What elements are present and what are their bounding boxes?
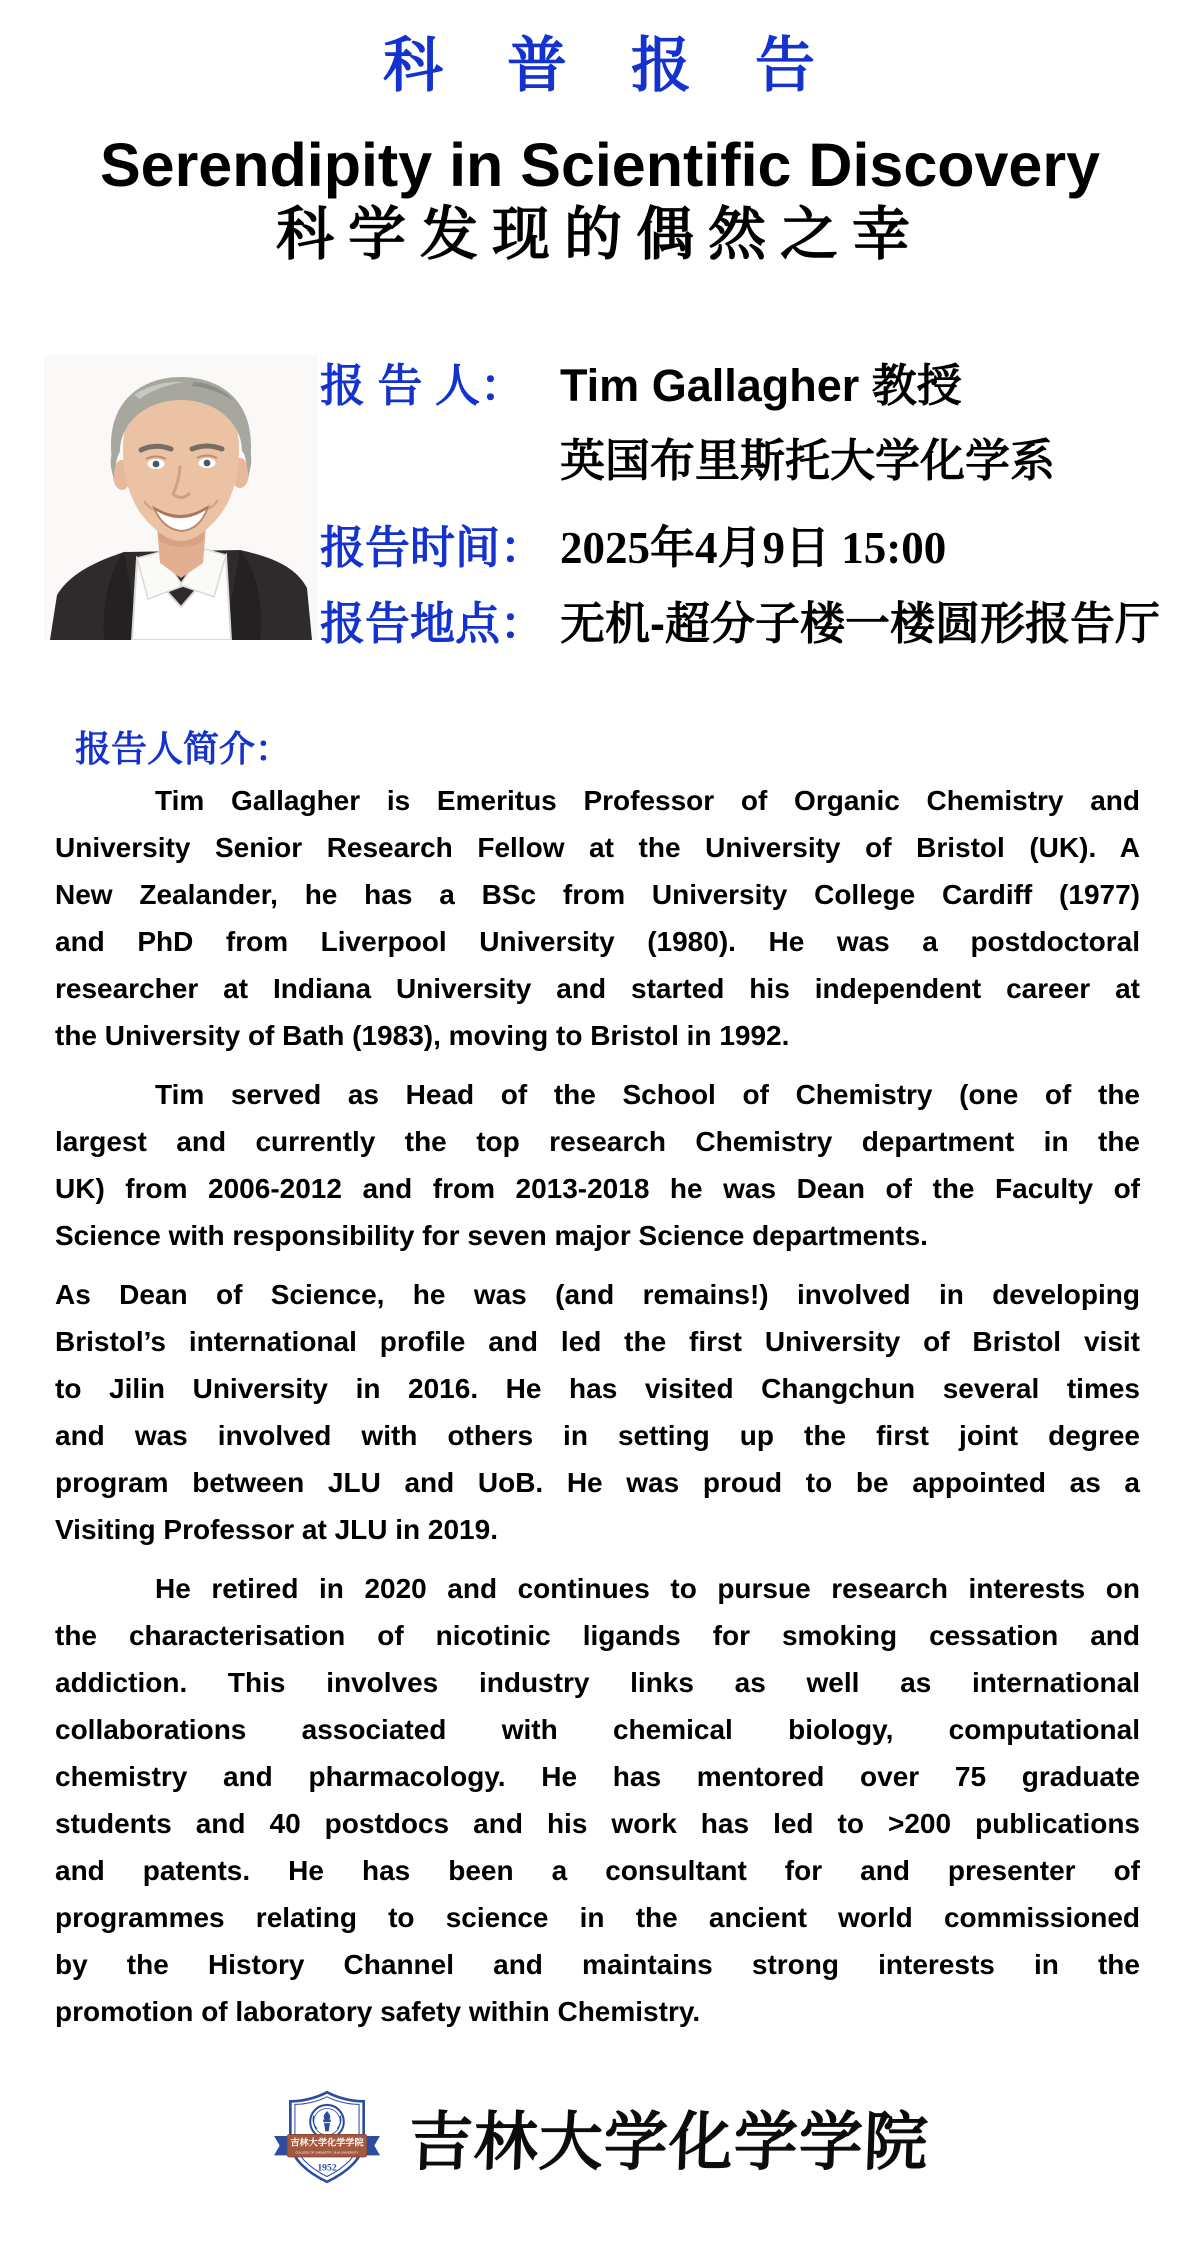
bio-text-line: and PhD from Liverpool University (1980). He was a postdoctoral — [55, 926, 1140, 957]
bio-text-line: to Jilin University in 2016. He has visited Changchun several times — [55, 1373, 1140, 1404]
bio-text-line: and patents. He has been a consultant for and presenter of — [55, 1855, 1140, 1886]
bio-text-line: programmes relating to science in the ancient world commissioned — [55, 1902, 1140, 1933]
bio-text-line: University Senior Research Fellow at the University of Bristol (UK). A — [55, 832, 1140, 863]
speaker-label: 报 告 人： — [320, 360, 526, 411]
lecture-title-english: Serendipity in Scientific Discovery — [99, 131, 1101, 199]
bio-text-line: Tim Gallagher is Emeritus Professor of Organic Chemistry and — [155, 785, 1140, 816]
bio-text-line: promotion of laboratory safety within Chemistry. — [55, 1996, 701, 2027]
bio-paragraph — [55, 777, 1140, 1059]
lecture-title-chinese: 科学发现的偶然之幸 — [275, 202, 924, 267]
bio-text-line: New Zealander, he has a BSc from University College Cardiff (1977) — [55, 879, 1140, 910]
bio-text-line: Bristol’s international profile and led the first University of Bristol visit — [55, 1326, 1140, 1357]
bio-paragraph — [55, 1071, 1140, 1259]
bio-paragraph — [55, 1271, 1140, 1553]
bio-text-line: Tim served as Head of the School of Chemistry (one of the — [155, 1079, 1140, 1110]
bio-text-line: Visiting Professor at JLU in 2019. — [55, 1514, 498, 1545]
bio-text-line: He retired in 2020 and continues to pursue research interests on — [155, 1573, 1140, 1604]
time-label: 报告时间： — [320, 522, 546, 573]
bio-text-line: researcher at Indiana University and started his independent career at — [55, 973, 1140, 1004]
bio-text-line: the University of Bath (1983), moving to Bristol in 1992. — [55, 1020, 790, 1051]
bio-text-line: As Dean of Science, he was (and remains!) involved in developing — [55, 1279, 1140, 1310]
bio-text-line: by the History Channel and maintains strong interests in the — [55, 1949, 1140, 1980]
bio-text-line: students and 40 postdocs and his work has led to >200 publications — [55, 1808, 1140, 1839]
footer-logo-block — [0, 2082, 1200, 2192]
bio-text-line: chemistry and pharmacology. He has mentored over 75 graduate — [55, 1761, 1140, 1792]
bio-text-line: Science with responsibility for seven major Science departments. — [55, 1220, 928, 1251]
bio-text-line: collaborations associated with chemical biology, computational — [55, 1714, 1140, 1745]
speaker-row-name — [320, 357, 1160, 415]
bio-paragraph — [55, 1565, 1140, 2035]
speaker-row-affiliation — [320, 432, 1160, 490]
lecture-time-value: 2025年4月9日 15:00 — [560, 523, 947, 573]
emblem-year: 1952 — [317, 2162, 337, 2174]
speaker-row-time — [320, 519, 1160, 577]
bio-text-line: UK) from 2006-2012 and from 2013-2018 he was Dean of the Faculty of — [55, 1173, 1140, 1204]
bio-text-line: addiction. This involves industry links as well as international — [55, 1667, 1140, 1698]
organization-name: 吉林大学化学学院 — [407, 2107, 931, 2178]
speaker-portrait-illustration — [44, 355, 318, 640]
speaker-photo — [44, 355, 318, 640]
bio-text-line: the characterisation of nicotinic ligands for smoking cessation and — [55, 1620, 1140, 1651]
emblem-banner-subtext: COLLEGE OF CHEMISTRY JILIN UNIVERSITY — [295, 2150, 359, 2155]
lecture-venue-value: 无机-超分子楼一楼圆形报告厅 — [560, 598, 1160, 649]
emblem-banner-text: 吉林大学化学学院 — [290, 2137, 364, 2148]
bio-heading: 报告人简介： — [75, 728, 292, 769]
university-emblem-icon — [271, 2090, 383, 2184]
bio-paragraphs — [55, 777, 1140, 2047]
speaker-name-value: Tim Gallagher 教授 — [560, 360, 962, 411]
category-title: 科 普 报 告 — [383, 32, 817, 99]
venue-label: 报告地点： — [320, 598, 546, 649]
bio-text-line: program between JLU and UoB. He was proud to be appointed as a — [55, 1467, 1140, 1498]
speaker-row-venue — [320, 595, 1160, 653]
bio-text-line: and was involved with others in setting up the first joint degree — [55, 1420, 1140, 1451]
speaker-affiliation-value: 英国布里斯托大学化学系 — [560, 435, 1056, 486]
bio-text-line: largest and currently the top research Chemistry department in the — [55, 1126, 1140, 1157]
